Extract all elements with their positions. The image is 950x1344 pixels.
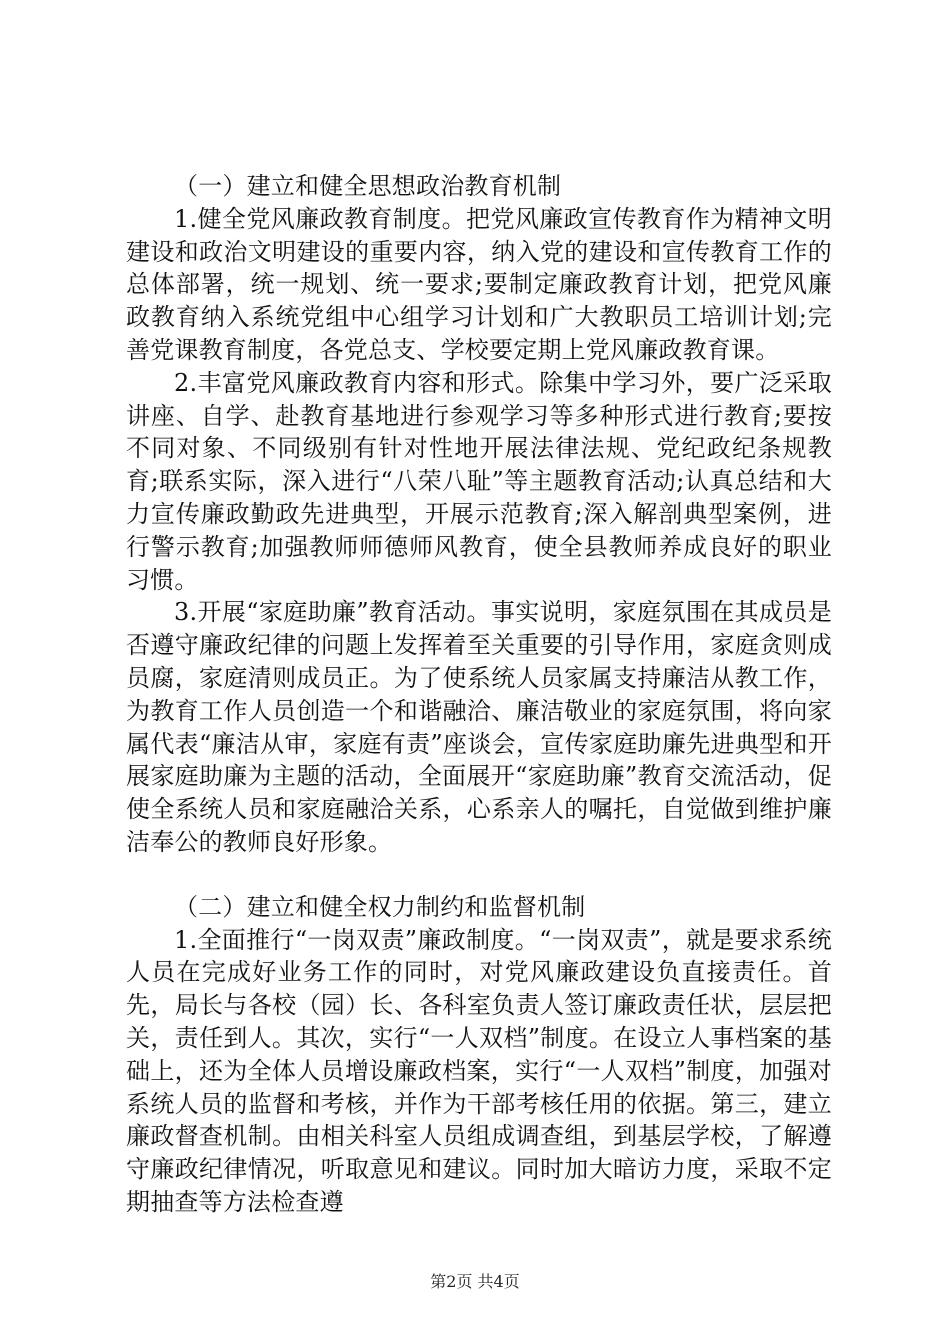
section-1-paragraph-3: 3.开展“家庭助廉”教育活动。事实说明，家庭氛围在其成员是否遵守廉政纪律的问题上发挥着至关重要的引导作用，家庭贪则成员腐，家庭清则成员正。为了使系统人员家属支持廉洁从教工作，为教育工作人员创造一个和谐融洽、廉洁敬业的家庭氛围，将向家属代表“廉洁从审，家庭有责”座谈会，宣传家庭助廉先进典型和开展家庭助廉为主题的活动，全面展开“家庭助廉”教育交流活动，促使全系统人员和家庭融洽关系，心系亲人的嘱托，自觉做到维护廉洁奉公的教师良好形象。 — [126, 598, 832, 856]
section-2-paragraph-1: 1.全面推行“一岗双责”廉政制度。“一岗双责”，就是要求系统人员在完成好业务工作的同时，对党风廉政建设负直接责任。首先，局长与各校（园）长、各科室负责人签订廉政责任状，层层把关，责任到人。其次，实行“一人双档”制度。在设立人事档案的基础上，还为全体人员增设廉政档案，实行“一人双档”制度，加强对系统人员的监督和考核，并作为干部考核任用的依据。第三，建立廉政督查机制。由相关科室人员组成调查组，到基层学校，了解遵守廉政纪律情况，听取意见和建议。同时加大暗访力度，采取不定期抽查等方法检查遵 — [126, 925, 832, 1216]
section-spacer — [126, 859, 832, 891]
section-1-paragraph-1: 1.健全党风廉政教育制度。把党风廉政宣传教育作为精神文明建设和政治文明建设的重要内容，纳入党的建设和宣传教育工作的总体部署，统一规划、统一要求;要制定廉政教育计划，把党风廉政教育纳入系统党组中心组学习计划和广大教职员工培训计划;完善党课教育制度，各党总支、学校要定期上党风廉政教育课。 — [126, 204, 832, 364]
section-1-paragraph-2: 2.丰富党风廉政教育内容和形式。除集中学习外，要广泛采取讲座、自学、赴教育基地进行参观学习等多种形式进行教育;要按不同对象、不同级别有针对性地开展法律法规、党纪政纪条规教育;联系实际，深入进行“八荣八耻”等主题教育活动;认真总结和大力宣传廉政勤政先进典型，开展示范教育;深入解剖典型案例，进行警示教育;加强教师师德师风教育，使全县教师养成良好的职业习惯。 — [126, 368, 832, 594]
page-footer: 第2页 共4页 — [430, 1272, 520, 1291]
section-heading-2: （二）建立和健全权力制约和监督机制 — [174, 892, 586, 921]
section-heading-1: （一）建立和健全思想政治教育机制 — [174, 172, 562, 200]
document-body — [126, 170, 832, 1219]
